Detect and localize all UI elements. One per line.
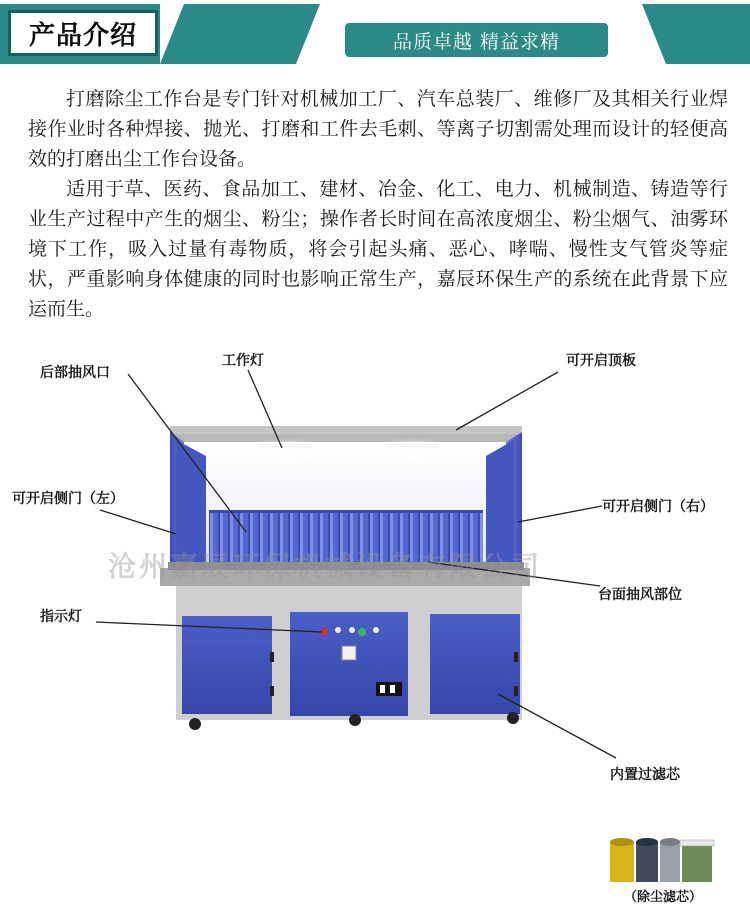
- cabinet-door-left: [182, 616, 272, 714]
- header-bar: [0, 0, 750, 66]
- slogan-left-notch: [296, 4, 320, 64]
- label-right-door: 可开启侧门（右）: [602, 499, 714, 515]
- indicator-green: [358, 628, 366, 636]
- workbench-illustration: [0, 340, 750, 919]
- title-notch: [160, 4, 184, 64]
- label-work-light: 工作灯: [222, 353, 264, 369]
- label-top-panel: 可开启顶板: [566, 353, 636, 369]
- pointer-left-door: [100, 510, 176, 534]
- intro-paragraph-2: 适用于草、医药、食品加工、建材、冶金、化工、电力、机械制造、铸造等行业生产过程中产生的烟尘、粉尘；操作者长时间在高浓度烟尘、粉尘烟气、油雾环境下工作，吸入过量有毒物质，将会引起头痛、恶心、哮喘、慢性支气管炎等症状，严重影响身体健康的同时也影响正常生产，嘉辰环保生产的系统在此背景下应运而生。: [28, 178, 728, 320]
- intro-paragraph-1: 打磨除尘工作台是专门针对机械加工厂、汽车总装厂、维修厂及其相关行业焊接作业时各种焊接、抛光、打磨和工件去毛刺、等离子切割需处理而设计的轻便高效的打磨出尘工作台设备。: [28, 88, 728, 170]
- top-edge: [170, 426, 522, 434]
- slogan-right-notch: [642, 4, 666, 64]
- label-indicator: 指示灯: [40, 609, 82, 625]
- page-title: 产品介绍: [8, 10, 158, 56]
- light-bar-left: [262, 444, 312, 448]
- filter-caption: （除尘滤芯）: [624, 890, 703, 905]
- label-filter: 内置过滤芯: [610, 767, 680, 783]
- watermark: 沧州嘉辰环保机械设备有限公司: [108, 550, 543, 583]
- wheel: [349, 714, 361, 726]
- light-bar-right: [388, 444, 438, 448]
- pointer-right-door: [518, 506, 602, 522]
- pointer-top-panel: [456, 372, 558, 430]
- work-light-left: [247, 438, 327, 466]
- power-socket: [342, 646, 356, 660]
- work-light-right: [373, 438, 453, 466]
- label-rear-outlet: 后部抽风口: [40, 365, 110, 381]
- switch-panel: [376, 682, 402, 696]
- label-table-suction: 台面抽风部位: [598, 587, 682, 603]
- pointer-filter: [498, 694, 616, 758]
- slogan: 品质卓越 精益求精: [345, 23, 608, 57]
- label-left-door: 可开启侧门（左）: [12, 491, 124, 507]
- filter-cartridges-icon: [610, 838, 714, 882]
- wheel: [507, 712, 519, 724]
- wheel: [189, 718, 201, 730]
- cabinet-door-center: [290, 612, 408, 716]
